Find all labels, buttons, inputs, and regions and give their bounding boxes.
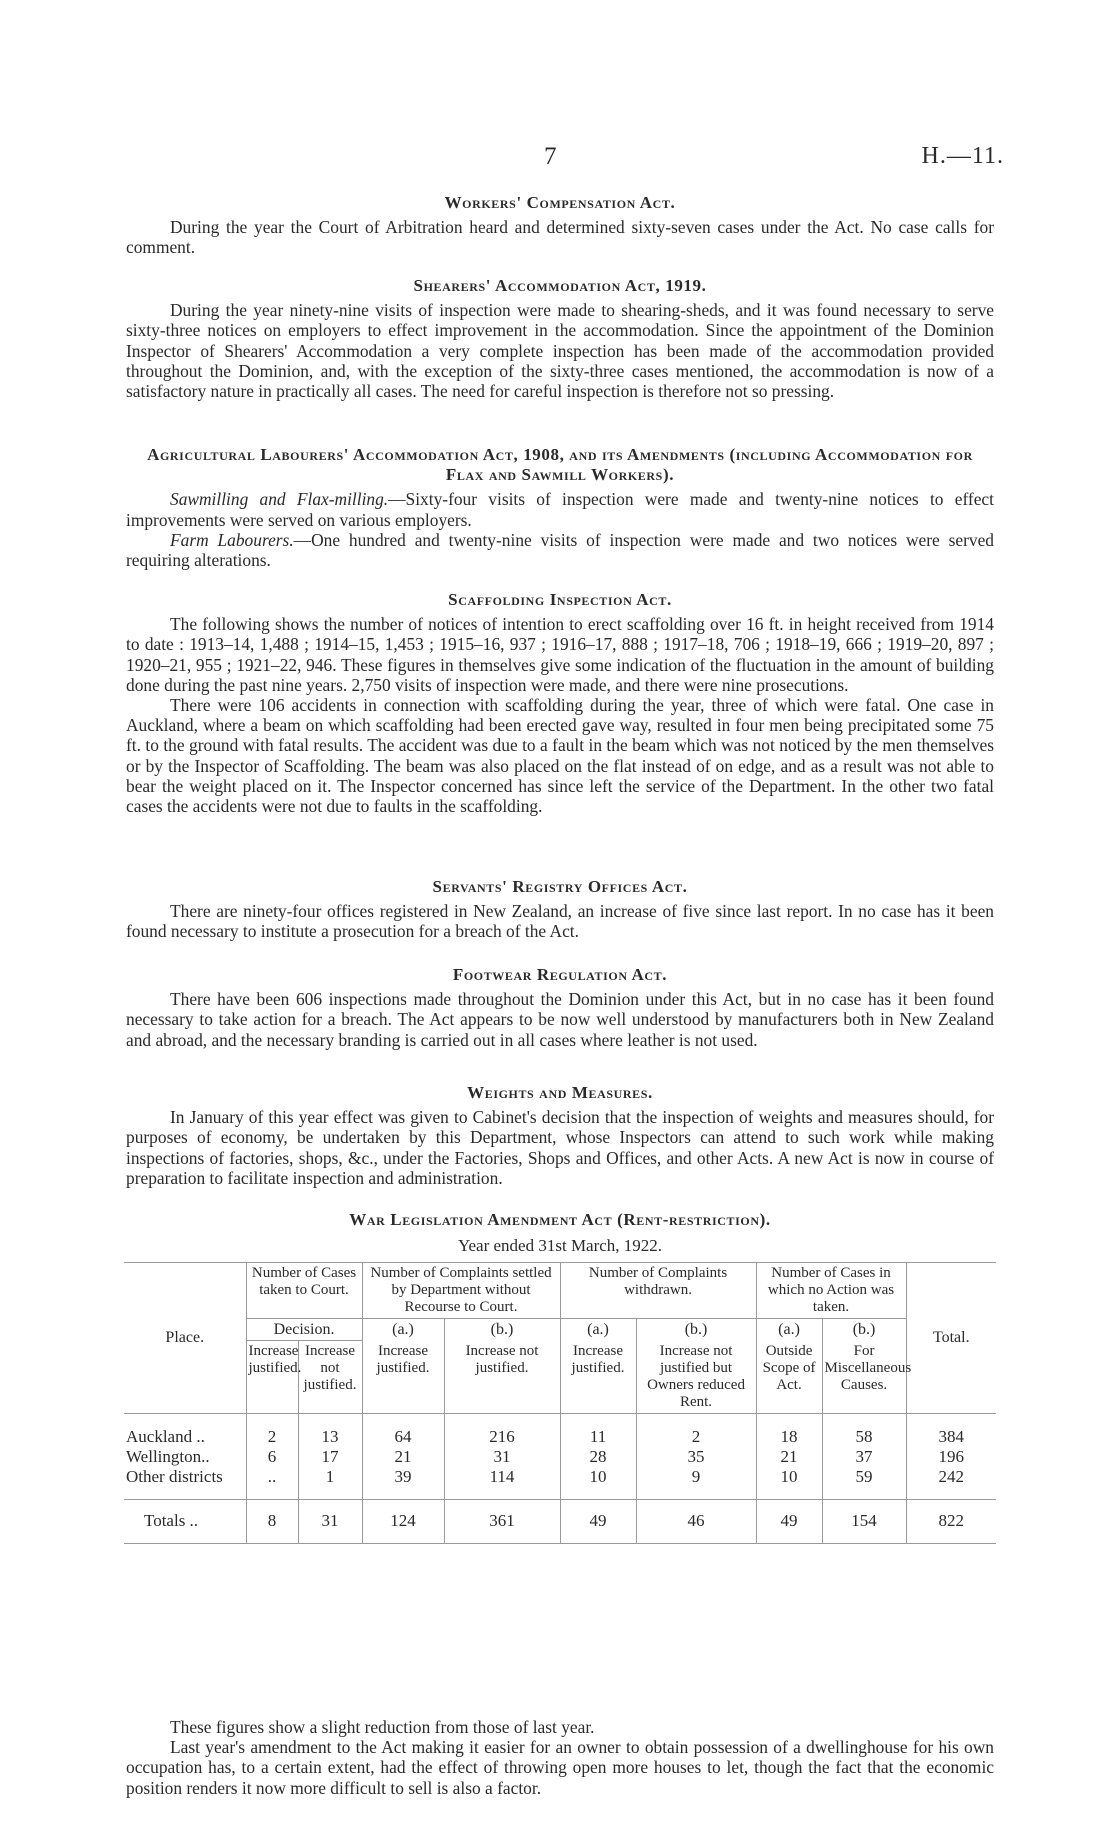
col-group-settled: Number of Complaints settled by Department without Recourse to Court. xyxy=(362,1263,560,1319)
section-war-legislation xyxy=(126,1210,994,1256)
cell: 18 xyxy=(756,1427,822,1447)
col-header: Outside Scope of Act. xyxy=(756,1341,822,1414)
cell: 361 xyxy=(444,1499,560,1543)
col-header: Increase justified. xyxy=(560,1341,636,1414)
table-row xyxy=(124,1427,996,1447)
col-header: Increase not justified. xyxy=(444,1341,560,1414)
row-place-totals: Totals .. xyxy=(144,1511,199,1530)
col-subheader-a: (a.) xyxy=(560,1319,636,1341)
col-header: For Miscellaneous Causes. xyxy=(822,1341,906,1414)
col-header-total: Total. xyxy=(906,1263,996,1414)
cell: 10 xyxy=(560,1467,636,1487)
paragraph: Last year's amendment to the Act making it easier for an owner to obtain possession of a dwellinghouse for his own occupation has, to a certain extent, had the effect of throwing open more houses to let, though the fact that the economic position renders it now more difficult to sell is also a factor. xyxy=(126,1737,994,1798)
farm-label: Farm Labourers. xyxy=(170,529,294,550)
row-place: Auckland .. xyxy=(126,1427,205,1446)
cell: 13 xyxy=(298,1427,362,1447)
paragraph: In January of this year effect was given to Cabinet's decision that the inspection of weights and measures should, for purposes of economy, be undertaken by this Department, whose Inspectors can attend to such work while making inspections of factories, shops, &c., under the Factories, Shops and Offices, and other Acts. A new Act is now in course of preparation to facilitate inspection and administration. xyxy=(126,1107,994,1188)
col-subheader-a: (a.) xyxy=(756,1319,822,1341)
sawmill-label: Sawmilling and Flax-milling. xyxy=(170,489,389,510)
cell-total: 242 xyxy=(906,1467,996,1487)
cell: 10 xyxy=(756,1467,822,1487)
paragraph: These figures show a slight reduction from those of last year. xyxy=(170,1717,595,1737)
table-row-totals xyxy=(124,1499,996,1543)
section-workers-compensation xyxy=(126,193,994,258)
heading-shearers: Shearers' Accommodation Act, 1919. xyxy=(413,276,707,295)
cell: 21 xyxy=(756,1447,822,1467)
heading-agricultural: Agricultural Labourers' Accommodation Act, 1908, and its Amendments (including Accommodation for Flax and Sawmill Workers). xyxy=(147,445,973,485)
table-row xyxy=(124,1467,996,1487)
cell-total: 196 xyxy=(906,1447,996,1467)
cell: 59 xyxy=(822,1467,906,1487)
table-row xyxy=(124,1447,996,1467)
heading-servants-registry: Servants' Registry Offices Act. xyxy=(432,877,688,896)
col-subheader-decision: Decision. xyxy=(246,1319,362,1341)
cell: 35 xyxy=(636,1447,756,1467)
rent-restriction-table xyxy=(124,1262,996,1544)
paragraph: The following shows the number of notices of intention to erect scaffolding over 16 ft. in height received from 1914 to date : 1913–14, 1,488 ; 1914–15, 1,453 ; 1915–16, 937 ; 1916–17, 888 ; 1917–18, 706 ; 1918–19, 666 ; 1919–20, 897 ; 1920–21, 955 ; 1921–22, 946. These figures in themselves give some indication of the fluctuation in the amount of building done during the past nine years. 2,750 visits of inspection were made, and there were nine prosecutions. xyxy=(126,614,994,695)
cell: 49 xyxy=(560,1499,636,1543)
paragraph: During the year ninety-nine visits of inspection were made to shearing-sheds, and it was found necessary to serve sixty-three notices on employers to effect improvement in the accommodation. Since the appointment of the Dominion Inspector of Shearers' Accommodation a very complete inspection has been made of the accommodation provided throughout the Dominion, and, with the exception of the sixty-three cases mentioned, the accommodation is now of a satisfactory nature in practically all cases. The need for careful inspection is therefore not so pressing. xyxy=(126,300,994,402)
col-header-place: Place. xyxy=(165,1329,205,1347)
section-footwear xyxy=(126,965,994,1050)
cell: 9 xyxy=(636,1467,756,1487)
section-shearers xyxy=(126,276,994,401)
section-agricultural xyxy=(126,445,994,570)
page-number: 7 xyxy=(544,143,557,170)
cell: 46 xyxy=(636,1499,756,1543)
cell: 64 xyxy=(362,1427,444,1447)
cell: 37 xyxy=(822,1447,906,1467)
col-header: Increase justified. xyxy=(246,1341,298,1414)
cell-total: 822 xyxy=(906,1499,996,1543)
section-servants-registry xyxy=(126,877,994,942)
section-closing xyxy=(126,1717,994,1798)
cell: 39 xyxy=(362,1467,444,1487)
sawmill-text: —Sixty-four visits of inspection were made and twenty-nine notices to effect improvements were served on various employers. xyxy=(126,489,994,530)
document-reference: H.—11. xyxy=(921,143,1004,169)
cell: 124 xyxy=(362,1499,444,1543)
col-subheader-b: (b.) xyxy=(822,1319,906,1341)
cell: 58 xyxy=(822,1427,906,1447)
paragraph xyxy=(126,530,994,570)
heading-workers-compensation: Workers' Compensation Act. xyxy=(444,193,676,212)
cell: 1 xyxy=(298,1467,362,1487)
cell: 154 xyxy=(822,1499,906,1543)
heading-footwear: Footwear Regulation Act. xyxy=(452,965,668,984)
cell: 28 xyxy=(560,1447,636,1467)
cell: 114 xyxy=(444,1467,560,1487)
cell: .. xyxy=(246,1467,298,1487)
heading-scaffolding: Scaffolding Inspection Act. xyxy=(448,590,672,609)
heading-war-legislation: War Legislation Amendment Act (Rent-restriction). xyxy=(349,1210,771,1229)
paragraph xyxy=(126,489,994,529)
cell-total: 384 xyxy=(906,1427,996,1447)
cell: 31 xyxy=(444,1447,560,1467)
col-header: Increase not justified. xyxy=(298,1341,362,1414)
farm-text: —One hundred and twenty-nine visits of inspection were made and two notices were served requiring alterations. xyxy=(126,529,994,571)
col-subheader-b: (b.) xyxy=(444,1319,560,1341)
col-group-no-action: Number of Cases in which no Action was taken. xyxy=(756,1263,906,1319)
paragraph: During the year the Court of Arbitration heard and determined sixty-seven cases under the Act. No case calls for comment. xyxy=(126,217,994,258)
heading-weights-measures: Weights and Measures. xyxy=(467,1083,653,1102)
subheading-year-ended: Year ended 31st March, 1922. xyxy=(457,1236,663,1256)
cell: 49 xyxy=(756,1499,822,1543)
col-header: Increase not justified but Owners reduced Rent. xyxy=(636,1341,756,1414)
section-weights-measures xyxy=(126,1083,994,1188)
col-subheader-a: (a.) xyxy=(362,1319,444,1341)
section-scaffolding xyxy=(126,590,994,816)
cell: 6 xyxy=(246,1447,298,1467)
cell: 17 xyxy=(298,1447,362,1467)
cell: 2 xyxy=(246,1427,298,1447)
paragraph: There have been 606 inspections made throughout the Dominion under this Act, but in no case has it been found necessary to take action for a breach. The Act appears to be now well understood by manufacturers both in New Zealand and abroad, and the necessary branding is carried out in all cases where leather is not used. xyxy=(126,989,994,1050)
cell: 11 xyxy=(560,1427,636,1447)
col-header: Increase justified. xyxy=(362,1341,444,1414)
col-subheader-b: (b.) xyxy=(636,1319,756,1341)
cell: 31 xyxy=(298,1499,362,1543)
cell: 2 xyxy=(636,1427,756,1447)
cell: 21 xyxy=(362,1447,444,1467)
paragraph: There are ninety-four offices registered in New Zealand, an increase of five since last report. In no case has it been found necessary to institute a prosecution for a breach of the Act. xyxy=(126,901,994,942)
cell: 216 xyxy=(444,1427,560,1447)
row-place: Wellington.. xyxy=(126,1447,210,1466)
col-group-court: Number of Cases taken to Court. xyxy=(246,1263,362,1319)
paragraph: There were 106 accidents in connection with scaffolding during the year, three of which were fatal. One case in Auckland, where a beam on which scaffolding had been erected gave way, resulted in four men being precipitated some 75 ft. to the ground with fatal results. The accident was due to a fault in the beam which was not noticed by the men themselves or by the Inspector of Scaffolding. The beam was also placed on the flat instead of on edge, and as a result was not able to bear the weight placed on it. The Inspector concerned has since left the service of the Department. In the other two fatal cases the accidents were not due to faults in the scaffolding. xyxy=(126,695,994,817)
col-group-withdrawn: Number of Complaints withdrawn. xyxy=(560,1263,756,1319)
row-place: Other districts xyxy=(126,1467,223,1486)
cell: 8 xyxy=(246,1499,298,1543)
